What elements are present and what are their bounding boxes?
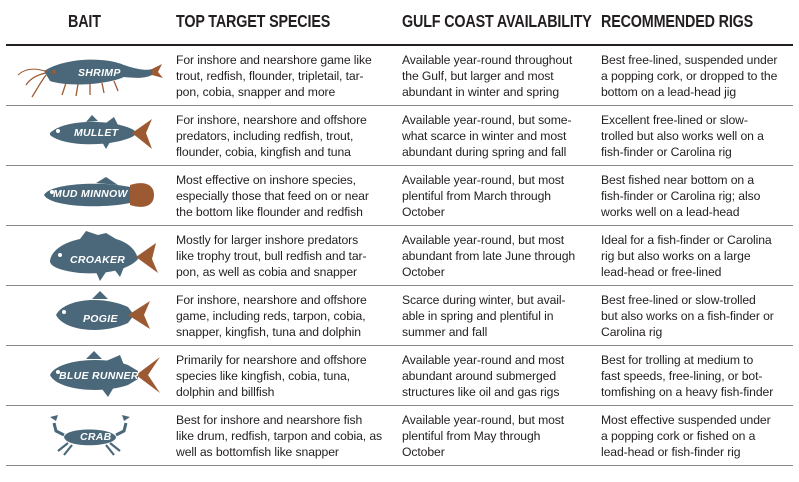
- bait-name: POGIE: [83, 313, 118, 325]
- species-cell: For inshore, nearshore and offshore predators, including redfish, trout, flounder, cobia, kingfish and tuna: [176, 113, 367, 159]
- species-cell: Mostly for larger inshore predators like trophy trout, bull redfish and tar- pon, as well as cobia and snapper: [176, 233, 367, 279]
- rigs-cell: Best free-lined or slow-trolled but also works on a fish-finder or Carolina rig: [601, 293, 774, 339]
- bait-name: BLUE RUNNER: [59, 370, 139, 382]
- table-header: [6, 0, 793, 46]
- species-cell: For inshore, nearshore and offshore game, including reds, tarpon, cobia, snapper, kingfish, tuna and dolphin: [176, 293, 367, 339]
- table-row: [6, 105, 793, 166]
- rigs-cell: Ideal for a fish-finder or Carolina rig but also works on a large lead-head or free-lined: [601, 233, 772, 279]
- species-cell: For inshore and nearshore game like trout, redfish, flounder, tripletail, tar- pon, cobia, snapper and more: [176, 53, 372, 99]
- rigs-cell: Best fished near bottom on a fish-finder or Carolina rig; also works well on a lead-head: [601, 173, 761, 219]
- column-header-species: TOP TARGET SPECIES: [176, 11, 331, 31]
- species-cell: Primarily for nearshore and offshore species like kingfish, cobia, tuna, dolphin and billfish: [176, 353, 367, 399]
- bait-name: MULLET: [74, 127, 119, 139]
- table-row: [6, 285, 793, 346]
- species-cell: Best for inshore and nearshore fish like drum, redfish, tarpon and cobia, as well as bottomfish like snapper: [176, 413, 383, 459]
- bait-cell: [6, 405, 171, 465]
- column-header-availability: GULF COAST AVAILABILITY: [402, 11, 592, 31]
- rigs-cell: Best free-lined, suspended under a popping cork, or dropped to the bottom on a lead-head jig: [601, 53, 778, 99]
- bait-cell: [6, 165, 171, 225]
- table-row: [6, 165, 793, 226]
- rigs-cell: Excellent free-lined or slow- trolled but also works well on a fish-finder or Carolina rig: [601, 113, 764, 159]
- bait-cell: [6, 285, 171, 345]
- bait-name: MUD MINNOW: [53, 188, 128, 200]
- bait-cell: [6, 105, 171, 165]
- bait-cell: [6, 345, 171, 405]
- table-row: [6, 405, 793, 466]
- table-row: [6, 45, 793, 106]
- bait-name: SHRIMP: [78, 67, 121, 79]
- availability-cell: Available year-round and most abundant around submerged structures like oil and gas rigs: [402, 353, 565, 399]
- availability-cell: Available year-round throughout the Gulf, but larger and most abundant in winter and spring: [402, 53, 573, 99]
- availability-cell: Available year-round, but most plentiful from May through October: [402, 413, 565, 459]
- bait-cell: [6, 45, 171, 105]
- availability-cell: Available year-round, but most abundant from late June through October: [402, 233, 576, 279]
- column-header-bait: BAIT: [68, 11, 101, 31]
- table-row: [6, 225, 793, 286]
- bait-name: CROAKER: [70, 254, 126, 266]
- species-cell: Most effective on inshore species, especially those that feed on or near the bottom like flounder and redfish: [176, 173, 369, 219]
- availability-cell: Available year-round, but some- what scarce in winter and most abundant during spring and fall: [402, 113, 572, 159]
- column-header-rigs: RECOMMENDED RIGS: [601, 11, 754, 31]
- availability-cell: Scarce during winter, but avail- able in spring and plentiful in summer and fall: [402, 293, 566, 339]
- bait-name: CRAB: [80, 431, 112, 443]
- rigs-cell: Best for trolling at medium to fast speeds, free-lining, or bot- tomfishing on a heavy fish-finder: [601, 353, 774, 399]
- rigs-cell: Most effective suspended under a popping cork or fished on a lead-head or fish-finder rig: [601, 413, 771, 459]
- table-row: [6, 345, 793, 406]
- bait-cell: [6, 225, 171, 285]
- availability-cell: Available year-round, but most plentiful from March through October: [402, 173, 565, 219]
